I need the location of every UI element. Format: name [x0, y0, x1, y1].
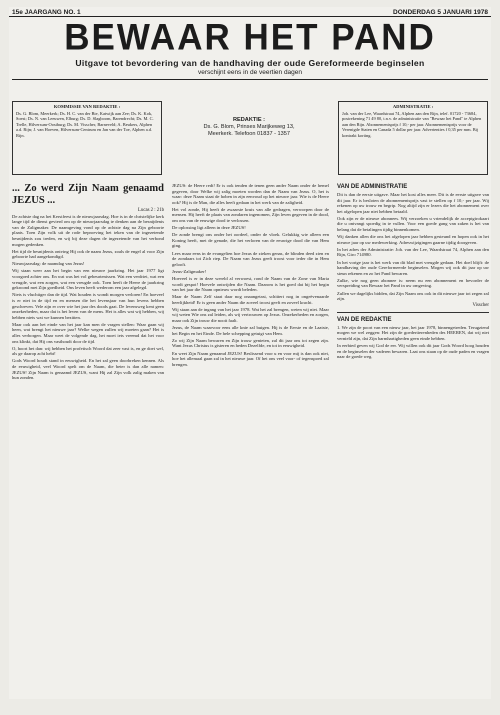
admin-paragraph: Zulke, wie nog geen abonnee is: neem nu een abonnement en bevorder de verspreiding van Bewaar het Pand in uw omgeving.: [337, 277, 489, 289]
article-paragraph: De achtste dag na het Kerstfeest is de nieuwjaarsdag. Hoe is in de christelijke kerk lange tijd de dienst gevierd om op de nieuwjaarsdag te denken aan de besnijdenis van de Zaligmaker. De naamgeving vond op de achtste dag na Zijn geboorte plaats. Toen Zijn volk uit de rode beproeving het teken van de ingezetende besnijdenis zou treden, en wij bij deze dagen de ingezetende van het verbond mogen gedenken.: [12, 213, 164, 247]
redactie-block: [169, 117, 329, 138]
admin-paragraph: Wij danken allen die ons het afgelopen jaar hebben gesteund en hopen ook in het nieuwe jaar op uw medewerking. Adreswijzigingen gaarne tijdig doorgeven.: [337, 234, 489, 245]
admin-paragraph: In het vorige jaar is het werk van dit blad met vreugde gedaan. Het doel blijft: de handhaving der oude Gereformeerde beginselen. Mogen wij ook dit jaar op uw steun rekenen en zo het Pand bewaren.: [337, 259, 489, 276]
article-paragraph: JEZUS: de Heere redt! Er is ook tenden de tenen geen ander Naam onder de hemel gegeven, door Welke wij zalig moeten worden dan de Naam van Jezus. O, het is waar: deze Naam staat de hoben in zijn eenvoud op het nieuwe jaar. Wie is de Heere ook? Hij is de Man, die alles heeft gedaan in het werk van de zaligheid.: [172, 183, 329, 205]
article-column-1: [12, 183, 164, 695]
article-paragraph: Niets is vluchtiger dan de tijd. Wat houden is wondt morgen verloren! En hoeveel is er niet in de tijd en en mensen die het levensjaar van hun levens hebben geschreven. Vele zijn er over wie het jaar des doods gaat. De levensweg kent geen onzekerheden, maar dat is het leven van de mens. Het is alles wat wij hebben, wij hebben niets wat we kunnen bezitten.: [12, 292, 164, 320]
tagline: Uitgave tot bevordering van de handhaving der oude Gereformeerde beginselen: [75, 58, 425, 68]
article-paragraph: Nieuwjaarsdag: de naamdag van Jezus!: [12, 261, 85, 267]
redactie-heading: REDAKTIE :: [232, 117, 265, 123]
right-column: [337, 183, 489, 695]
article-paragraph: Gods Woord houdt stand in eeuwigheid. En het zal geen doorbreken kennen. Als de eeuwigheid, veel Woord spelt om de Naam, die beter is dan alle namen: JEZUS! Zijn Naam is genaamd JEZUS, want Hij zal Zijn volk zalig maken van hun zonden.: [12, 358, 164, 381]
commissie-box: [12, 101, 162, 175]
article-paragraph: Maar ook aan het einde van het jaar kan men de vragen stellen: Waar gaan wij heen, wat brengt het nieuwe jaar? Welke wegen zullen wij moeten gaan? Het is alles verborgen. Maar weet de volgende dag, het moet iets vreemd dat het voor ons klinkt, dat Hij ons vasthoudt door de tijd.: [12, 321, 164, 344]
article-paragraph: Hoeveel is er in deze wereld al verwoest, rond de Naam van de Zone van Maria wordt gespot! Hoevele ontwijden die Naam. Daarom is het goed dat bij het begin van het jaar die Naam opnieuw wordt beleden.: [172, 275, 329, 293]
redactie-line-2: Meerkerk. Telefoon 01837 - 1357: [208, 131, 290, 137]
article-paragraph: Zo wij Zijn Naam bewaren en Zijn trouw genieten, zal dit jaar ons tot zegen zijn. Want Jezus Christus is gisteren en heden Dezelfde, en tot in eeuwigheid.: [172, 337, 329, 349]
article-paragraph: De zonde brengt ons onder het oordeel, onder de vloek. Gelukkig wie alleen een Koning heeft, met de genade, die het verloren van de eeuwige dood die van Hem ging.: [172, 232, 329, 249]
administratie-heading: ADMINISTRATIE :: [392, 104, 434, 109]
admin-paragraph: Ook zijn er de nieuwe abonnees. Wij verzoeken u vriendelijk de acceptgirokaart die u ontvangt spoedig in te vullen. Voor een goede gang van zaken is het van belang dat de betalingen tijdig binnenkomen.: [337, 215, 489, 233]
admin-article-heading: VAN DE ADMINISTRATIE: [337, 184, 408, 190]
article-column-2: [172, 183, 329, 695]
article-verse: Lucas 2 : 21b: [138, 208, 164, 213]
administratie-box: [338, 101, 488, 175]
article-paragraph: Wij staan aan de ingang van het jaar 1978. Wat het zal brengen, weten wij niet. Maar wij weten Wie ons zal leiden, als wij vertrouwen op Jezus. Onzekerheden en zorgen, maar ook Zijn trouw die nooit faalt.: [172, 306, 329, 324]
redactie-paragraph: 1. We zijn de poort van een nieuw jaar, het jaar 1978, binnengetreden. Terugziend mogen we wel zeggen: Het zijn de goedertierenheden des HEEREN, dat wij niet vernield zijn, dat Zijn barmhartigheden geen einde hebben.: [337, 324, 489, 341]
commissie-body: Ds. G. Blom, Meerkerk; Ds. H. C. van der Bie, Katwijk aan Zee; Ds. K. Kok, Soest; Ds. N. van Leeuwen, Elburg; Ds. D. Slagboom, Barendrecht; Ds. M. C. Trelle, Hilversum-Oostburg; Ds. M. Visscher, Barneveld; A. Beukers, Alphen a.d. Rijn; J. van Hoeven, Hilversum-Centrum en Jan van der Toe, Alphen a.d. Rijn.: [16, 110, 154, 138]
top-line: [9, 7, 491, 17]
article-paragraph: En weet Zijn Naam genaamd JEZUS! Beslissend voor u en voor mij is dan ook niet, hoe het allemaal gaan zal in het nieuwe jaar. Of het ons veel voor- of tegenspoed zal brengen.: [172, 350, 329, 367]
admin-paragraph: In het adres der Administratie: Joh. van der Lee, Waardstraat 74, Alphen aan den Rijn, Giro 714980.: [337, 246, 489, 258]
article-paragraph: O, hoort het dan: wij hebben het profetisch Woord dat zeer vast is, en ge doet wel, als ge daarop acht hebt!: [12, 345, 164, 357]
admin-paragraph: Zullen we dagelijks bidden, dat Zijn Naam ons ook in dit nieuwe jaar tot zegen zal zijn.: [337, 290, 489, 302]
admin-signature: Visscher: [472, 303, 489, 309]
administratie-body: Joh. van der Lee, Waardstraat 74, Alphen aan den Rijn, telef. 01720 - 73684, postrekening 71 49 80, t.n.v. de administratie van "Bewaar het Pand" te Alphen aan den Rijn. Abonnementsprijs f 10,- per jaar. Abonnementsprijs voor de Verenigde Staten en Canada 5 dollar per jaar. Advertenties f 0,35 per mm. Bij kontrakt korting.: [342, 110, 482, 138]
article-paragraph: Jezus, de Naam waarvoor eens alle knie zal buigen. Hij is de Eerste en de Laatste, het Begin en het Einde. De hele schepping getuigt van Hem.: [172, 325, 329, 336]
article-paragraph: De oplossing ligt alleen in deze JEZUS!: [172, 225, 246, 231]
article-title: ... Zo werd Zijn Naam genaamd JEZUS ...: [12, 183, 164, 206]
commissie-heading: KOMMISSIE VAN REDAKTIE :: [53, 104, 121, 109]
article-paragraph: Wij staan weer aan het begin van een nieuwe jaarkring. Het jaar 1977 ligt voorgoed achter ons. En wat was het vol gebeurtenissen. Wat een verdriet, wat een vreugde, wat een zorgen, wat een vreugde ook. Toen heeft de Heere de jaarkring gekroond met Zijn goedheid. Ons leven heeft wederom een jaar afgelegd.: [12, 268, 164, 291]
article-paragraph: Het vol zonde, Hij heeft de zwaarste kruis van alle gedragen, verworpen door de mensen. Hij heeft de plaats van zondaren ingenomen, Zijn leven gegeven in de dood, om ons van de eeuwige dood te verlossen.: [172, 206, 329, 224]
issue-number: 15e JAARGANG NO. 1: [12, 9, 81, 16]
admin-paragraph: Dit is dan de eerste uitgave. Maar het kost alles meer. Dit is de eerste uitgave van dit jaar. Er is besloten de abonnementsprijs vast te stellen op f 10,- per jaar. Wij rekenen op uw trouw en begrip. Nog altijd zijn er lezers die het abonnement over het afgelopen jaar niet hebben betaald.: [337, 192, 489, 214]
issue-date: DONDERDAG 5 JANUARI 1978: [393, 9, 488, 16]
newspaper-page: [9, 7, 491, 699]
article-paragraph: Het tijd de besnijdenis ontving Hij ook de naam Jezus, zoals de engel al voor Zijn geboorte had aangekondigd.: [12, 248, 164, 260]
redactie-line-1: Ds. G. Blom, Prinses Marijkeweg 13,: [203, 124, 295, 130]
masthead-title: BEWAAR HET PAND: [64, 17, 436, 58]
article-paragraph: Jezus-Zaligmaker!: [172, 268, 207, 274]
header-rule: [12, 79, 488, 80]
article-paragraph: Lees maar eens in de evangelien hoe Jezus de zieken genas, de blinden deed zien en de zondaars tot Zich riep. De Naam van Jezus geeft troost voor ieder die in Hem gelooft.: [172, 250, 329, 267]
redactie-article-heading: VAN DE REDAKTIE: [337, 316, 392, 323]
section-divider: [337, 312, 489, 313]
frequency-note: verschijnt eens in de veertien dagen: [197, 69, 303, 76]
redactie-paragraph: In eerbied geven wij God de eer. Wij willen ook dit jaar Gods Woord hoog houden en de beginselen der vaderen bewaren. Laat ons staan op de oude paden en vragen naar de goede weg.: [337, 343, 489, 360]
article-paragraph: Maar de Naam Zelf staat daar nog onaangetast, schittert nog in ongeëvenaarde heerlijkheid! Er is geen ander Naam die zoveel troost geeft en zoveel kracht.: [172, 294, 329, 305]
